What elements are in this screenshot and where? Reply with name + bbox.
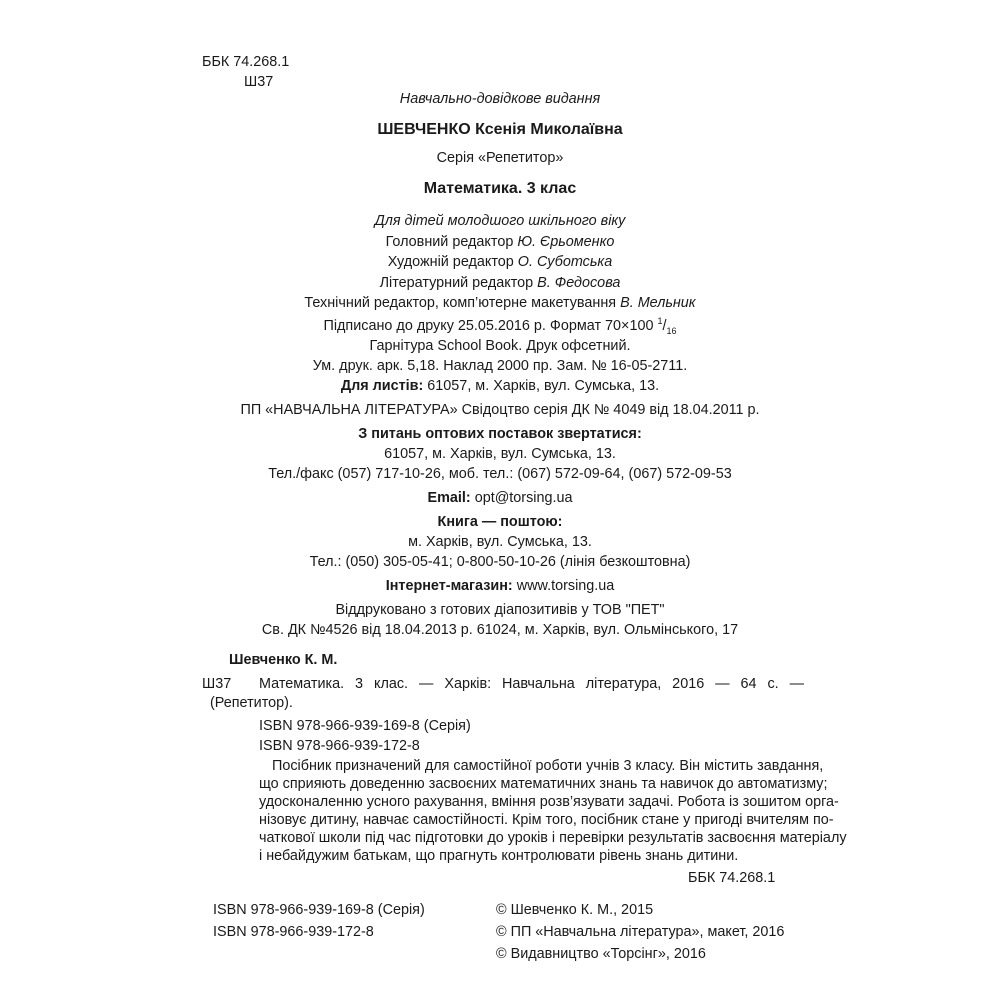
email-link[interactable]: opt@torsing.ua [474,490,573,506]
signed-for-print: Підписано до друку 25.05.2016 р. Формат 70×100 $^1/_{16}$ [323,316,677,336]
catalog-isbn-series: ISBN 978-966-939-169-8 (Серія) [259,718,471,734]
letters-address: Для листів: 61057, м. Харків, вул. Сумська, 13. [340,378,660,394]
mail-order-phones: Тел.: (050) 305-05-41; 0-800-50-10-26 (лінія безкоштовна) [309,554,691,570]
shop-link[interactable]: www.torsing.ua [516,578,615,594]
audience-line: Для дітей молодшого шкільного віку [374,213,626,229]
author-full-name: ШЕВЧЕНКО Ксенія Миколаївна [377,121,623,138]
print-sheets-line: Ум. друк. арк. 5,18. Наклад 2000 пр. Зам. № 16-05-2711. [312,358,688,374]
wholesale-address: 61057, м. Харків, вул. Сумська, 13. [384,446,616,462]
wholesale-email: Email: opt@torsing.ua [427,490,573,506]
copyright-publisher: © ПП «Навчальна література», макет, 2016 [496,924,785,940]
printer-certificate: Св. ДК №4526 від 18.04.2013 р. 61024, м. Харків, вул. Ольмінського, 17 [261,622,739,638]
staff-technical-editor: Технічний редактор, комп’ютерне макетування В. Мельник [304,295,696,311]
abstract-line-2: що сприяють доведенню засвоєних математичних знань та навичок до автоматизму; [259,776,828,792]
mail-order-heading: Книга — поштою: [437,514,563,530]
abstract-line-5: чаткової школи під час підготовки до уроків і перевірки результатів засвоєння матеріалу [259,830,847,846]
catalog-bbk: ББК 74.268.1 [688,870,776,886]
footer-isbn-book: ISBN 978-966-939-172-8 [213,924,374,940]
wholesale-heading: З питань оптових поставок звертатися: [358,426,642,442]
mail-order-address: м. Харків, вул. Сумська, 13. [408,534,592,550]
catalog-description-line-2: (Репетитор). [210,695,293,711]
copyright-author: © Шевченко К. М., 2015 [496,902,654,918]
edition-type: Навчально-довідкове видання [399,91,601,107]
wholesale-phones: Тел./факс (057) 717-10-26, моб. тел.: (067) 572-09-64, (067) 572-09-53 [268,466,732,482]
staff-literary-editor: Літературний редактор В. Федосова [379,275,621,291]
catalog-description-line-1: Математика. 3 клас. — Харків: Навчальна література, 2016 — 64 с. — [259,676,804,692]
footer-isbn-series: ISBN 978-966-939-169-8 (Серія) [213,902,425,918]
abstract-line-6: і небайдужим батькам, що прагнуть контролювати рівень знань дитини. [259,848,739,864]
series-name: Серія «Репетитор» [436,150,564,166]
copyright-torsing: © Видавництво «Торсінг», 2016 [496,946,706,962]
catalog-code: Ш37 [202,676,232,692]
staff-art-editor: Художній редактор О. Суботська [387,254,613,270]
printed-by: Віддруковано з готових діапозитивів у ТОВ "ПЕТ" [335,602,665,618]
catalog-isbn-book: ISBN 978-966-939-172-8 [259,738,420,754]
typeface-line: Гарнітура School Book. Друк офсетний. [369,338,631,354]
bbk-code-top: ББК 74.268.1 [202,54,290,70]
book-title: Математика. 3 клас [423,180,577,197]
abstract-line-3: удосконаленню усного рахування, вміння розв’язувати задачі. Робота із зошитом орга- [259,794,839,810]
online-shop: Інтернет-магазин: www.torsing.ua [385,578,615,594]
abstract-line-4: нізовує дитину, навчає самостійності. Крім того, посібник стане у пригоді вчителям по- [259,812,834,828]
staff-chief-editor: Головний редактор Ю. Єрьоменко [385,234,615,250]
abstract-line-1: Посібник призначений для самостійної роботи учнів 3 класу. Він містить завдання, [272,758,824,774]
udk-code: Ш37 [244,74,274,90]
publisher-certificate: ПП «НАВЧАЛЬНА ЛІТЕРАТУРА» Свідоцтво серія ДК № 4049 від 18.04.2011 р. [240,402,760,418]
catalog-author: Шевченко К. М. [229,652,338,668]
